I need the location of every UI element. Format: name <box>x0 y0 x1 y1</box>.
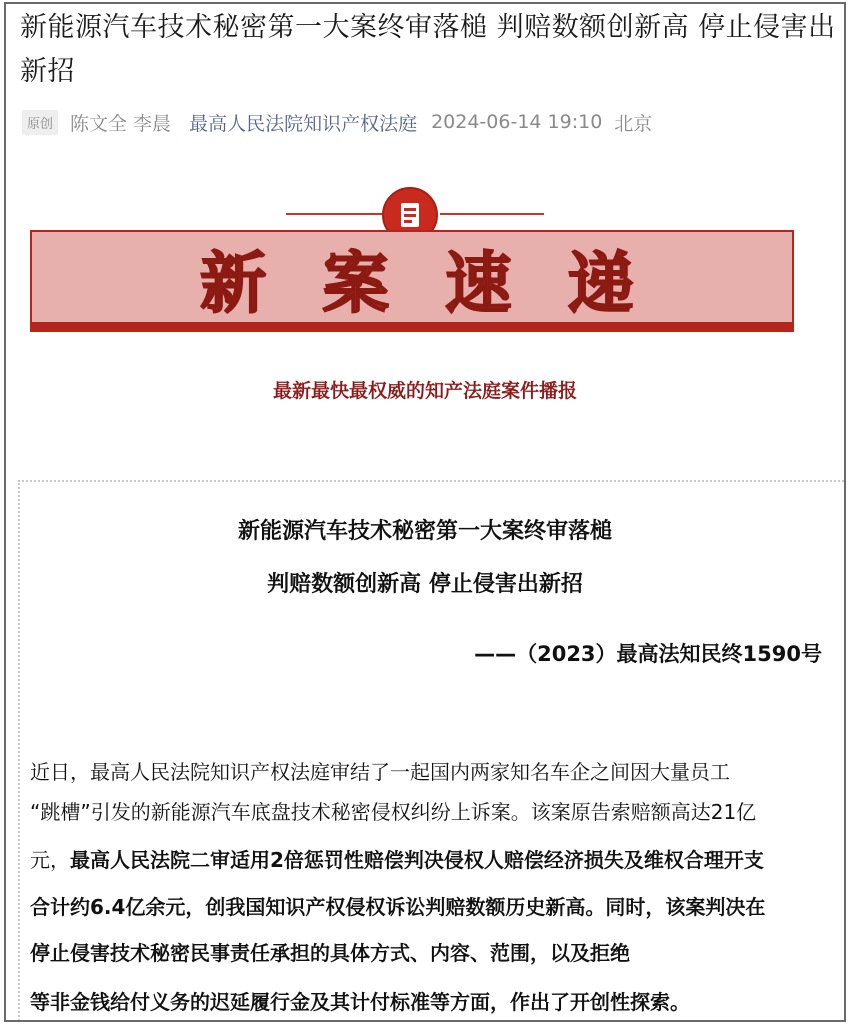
body-line-bold: 停止侵害技术秘密民事责任承担的具体方式、内容、范围，以及拒绝 <box>30 941 630 965</box>
doc-title-line1: 新能源汽车技术秘密第一大案终审落槌 <box>237 519 612 544</box>
banner-subtitle: 最新最快最权威的知产法庭案件播报 <box>272 380 577 402</box>
body-line-bold: 合计约6.4亿余元，创我国知识产权侵权诉讼判赔数额历史新高。同时，该案判决在 <box>30 895 766 919</box>
publish-location: 北京 <box>614 112 653 135</box>
text-fade-overlay <box>696 946 816 982</box>
article-title: 新能源汽车技术秘密第一大案终审落槌 判赔数额创新高 停止侵害出新招 <box>20 12 836 87</box>
banner-char: 速 <box>445 243 512 322</box>
body-line-mixed <box>30 844 836 877</box>
original-badge: 原创 <box>22 110 58 135</box>
body-text-bold: 最高人民法院二审适用2倍惩罚性赔偿判决侵权人赔偿经济损失及维权合理开支 <box>70 848 764 872</box>
header-divider-left <box>286 213 386 215</box>
banner-char: 案 <box>322 243 389 322</box>
body-line: 近日，最高人民法院知识产权法庭审结了一起国内两家知名车企之间因大量员工 <box>30 760 730 784</box>
case-number: ——（2023）最高法知民终1590号 <box>474 642 822 666</box>
publish-datetime: 2024-06-14 19:10 <box>431 111 603 133</box>
new-case-banner <box>30 230 794 324</box>
banner-char: 新 <box>200 243 267 322</box>
body-text: 元， <box>30 848 70 872</box>
body-line: “跳槽”引发的新能源汽车底盘技术秘密侵权纠纷上诉案。该案原告索赔额高达21亿 <box>30 800 757 824</box>
header-divider-right <box>440 213 544 215</box>
banner-char: 递 <box>567 243 634 322</box>
doc-title-line2: 判赔数额创新高 停止侵害出新招 <box>267 572 583 597</box>
article-authors: 陈文全 李晨 <box>70 112 172 135</box>
article-meta <box>22 108 652 136</box>
banner-underline <box>30 324 794 332</box>
account-link[interactable]: 最高人民法院知识产权法庭 <box>189 112 418 135</box>
article-frame <box>4 2 846 1022</box>
body-line-bold: 等非金钱给付义务的迟延履行金及其计付标准等方面，作出了开创性探索。 <box>30 990 690 1014</box>
